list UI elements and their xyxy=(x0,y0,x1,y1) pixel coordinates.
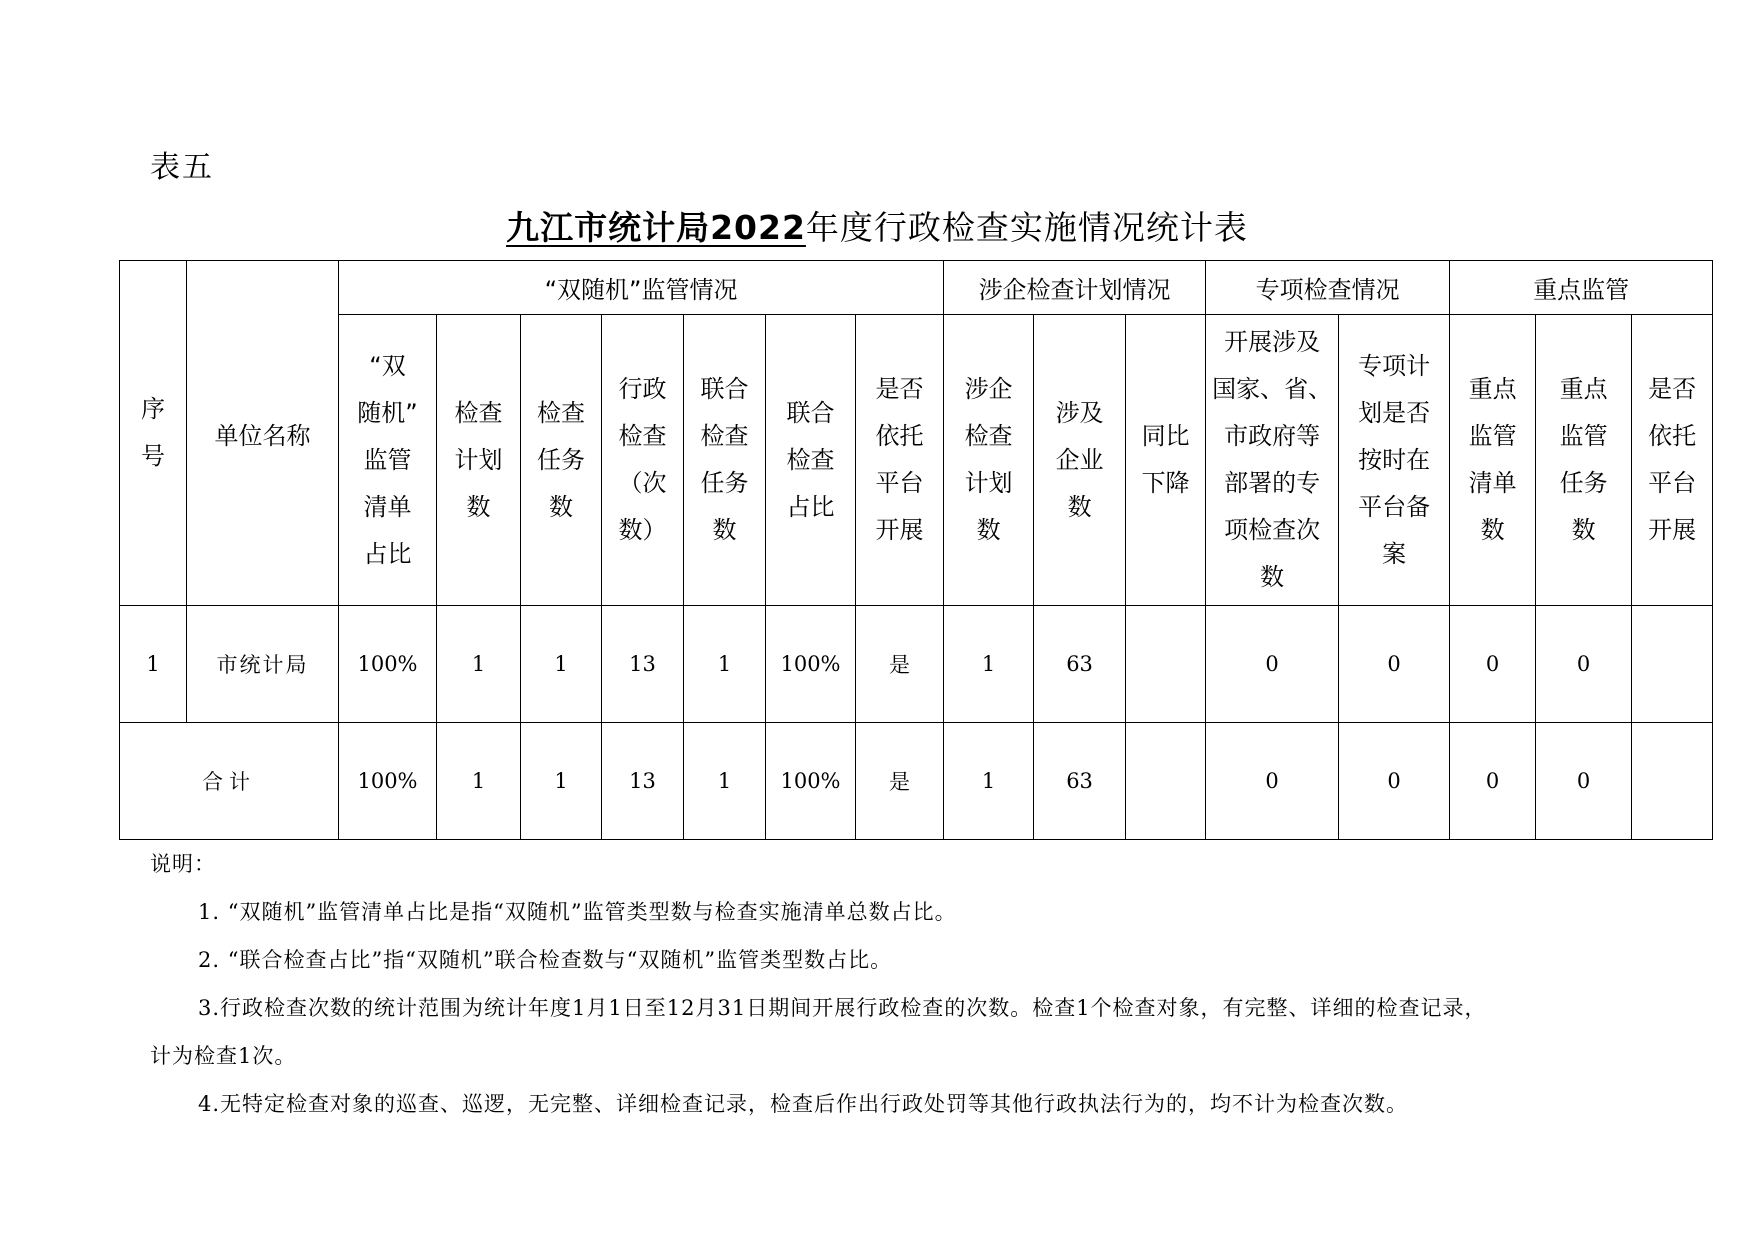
subheader-line: 数 xyxy=(1480,516,1505,544)
subheader-line: 任务 xyxy=(537,445,585,474)
cell-value: 是 xyxy=(856,606,944,723)
subheader-12 xyxy=(1450,315,1536,606)
subheader-line: 开展涉及 xyxy=(1224,328,1321,356)
total-value: 1 xyxy=(437,723,521,840)
subheader-line: 开展 xyxy=(1648,516,1697,544)
subheader-line: 同比 xyxy=(1141,422,1190,450)
subheader-line: 检查 xyxy=(618,422,667,450)
subheader-line: 数 xyxy=(1260,563,1285,591)
subheader-line: 专项计 xyxy=(1358,351,1431,380)
cell-value: 0 xyxy=(1450,606,1536,723)
subheader-13 xyxy=(1536,315,1632,606)
subheader-2 xyxy=(521,315,602,606)
header-unit-label: 单位名称 xyxy=(214,421,311,450)
subheader-line: 企业 xyxy=(1055,445,1104,474)
cell-value: 1 xyxy=(521,606,602,723)
subheader-14 xyxy=(1632,315,1713,606)
total-value: 63 xyxy=(1034,723,1126,840)
total-value: 100% xyxy=(339,723,437,840)
group-special-inspection: 专项检查情况 xyxy=(1206,261,1450,315)
subheader-line: 占比 xyxy=(363,539,412,568)
total-value: 1 xyxy=(684,723,766,840)
subheader-line: 平台 xyxy=(1648,469,1697,497)
subheader-line: 是否 xyxy=(1648,375,1697,403)
subheader-9 xyxy=(1126,315,1206,606)
subheader-line: 数 xyxy=(1067,492,1092,521)
subheader-line: 检查 xyxy=(964,422,1013,450)
subheader-4 xyxy=(684,315,766,606)
subheader-5 xyxy=(766,315,856,606)
subheader-line: 是否 xyxy=(875,375,924,403)
header-row-subcolumns xyxy=(120,315,1713,606)
subheader-line: 计划 xyxy=(454,445,503,474)
subheader-line: 检查 xyxy=(537,398,585,427)
subheader-line: 案 xyxy=(1382,539,1407,568)
subheader-line: 部署的专 xyxy=(1224,469,1321,497)
total-value: 1 xyxy=(944,723,1034,840)
subheader-line: 划是否 xyxy=(1358,398,1431,427)
subheader-line: 清单 xyxy=(363,492,412,521)
total-value: 0 xyxy=(1206,723,1339,840)
note-item: 2. “联合检查占比”指“双随机”联合检查数与“双随机”监管类型数占比。 xyxy=(198,948,893,972)
cell-value xyxy=(1632,606,1713,723)
subheader-line: 检查 xyxy=(700,422,749,450)
title-rest: 年度行政检查实施情况统计表 xyxy=(805,208,1248,247)
notes-heading: 说明： xyxy=(150,852,216,876)
cell-value: 0 xyxy=(1206,606,1339,723)
subheader-line: 检查 xyxy=(454,398,503,427)
total-value: 1 xyxy=(521,723,602,840)
subheader-line: 涉及 xyxy=(1055,398,1104,427)
subheader-8 xyxy=(1034,315,1126,606)
total-value: 0 xyxy=(1450,723,1536,840)
subheader-10 xyxy=(1206,315,1339,606)
cell-value: 1 xyxy=(944,606,1034,723)
subheader-line: 重点 xyxy=(1559,375,1608,403)
cell-value: 0 xyxy=(1339,606,1450,723)
cell-value: 1 xyxy=(437,606,521,723)
subheader-line: 重点 xyxy=(1468,375,1517,403)
cell-value: 100% xyxy=(766,606,856,723)
subheader-line: “双 xyxy=(369,351,406,380)
note-item: 3.行政检查次数的统计范围为统计年度1月1日至12月31日期间开展行政检查的次数。检查1个检查对象，有完整、详细的检查记录， xyxy=(198,996,1487,1020)
subheader-line: 清单 xyxy=(1468,469,1517,497)
subheader-line: 联合 xyxy=(786,398,835,427)
table-row xyxy=(120,606,1713,723)
cell-value: 1 xyxy=(684,606,766,723)
cell-value: 0 xyxy=(1536,606,1632,723)
note-item: 1. “双随机”监管清单占比是指“双随机”监管类型数与检查实施清单总数占比。 xyxy=(198,900,957,924)
subheader-line: 涉企 xyxy=(964,375,1013,403)
group-enterprise-plan: 涉企检查计划情况 xyxy=(944,261,1206,315)
total-value: 0 xyxy=(1339,723,1450,840)
subheader-line: 计划 xyxy=(964,469,1013,497)
header-seq xyxy=(120,261,187,606)
total-label: 合计 xyxy=(120,723,339,840)
table-label: 表五 xyxy=(150,150,214,185)
subheader-3 xyxy=(602,315,684,606)
subheader-line: 项检查次 xyxy=(1224,516,1321,544)
subheader-line: 平台备 xyxy=(1358,492,1431,521)
subheader-line: 监管 xyxy=(1468,422,1517,450)
subheader-line: 市政府等 xyxy=(1224,422,1321,450)
subheader-line: 联合 xyxy=(700,375,749,403)
group-key-supervision: 重点监管 xyxy=(1450,261,1713,315)
subheader-line: 监管 xyxy=(1559,422,1608,450)
subheader-line: 行政 xyxy=(618,375,667,403)
cell-unit: 市统计局 xyxy=(187,606,339,723)
total-value xyxy=(1632,723,1713,840)
header-seq-label: 序号 xyxy=(140,395,165,470)
subheader-line: 依托 xyxy=(875,422,924,450)
subheader-line: 占比 xyxy=(786,492,835,521)
subheader-line: 依托 xyxy=(1648,422,1697,450)
total-value: 100% xyxy=(766,723,856,840)
subheader-line: 开展 xyxy=(875,516,924,544)
subheader-line: 任务 xyxy=(1559,469,1608,497)
notes xyxy=(150,840,1630,1128)
cell-value xyxy=(1126,606,1206,723)
note-item-continued: 计为检查1次。 xyxy=(150,1044,297,1068)
subheader-line: 数 xyxy=(549,492,573,521)
statistics-table xyxy=(119,260,1713,840)
total-value: 13 xyxy=(602,723,684,840)
subheader-7 xyxy=(944,315,1034,606)
header-row-groups xyxy=(120,261,1713,315)
total-value: 是 xyxy=(856,723,944,840)
subheader-line: 监管 xyxy=(363,445,412,474)
subheader-line: 国家、省、 xyxy=(1212,375,1333,403)
total-row xyxy=(120,723,1713,840)
header-unit xyxy=(187,261,339,606)
cell-value: 63 xyxy=(1034,606,1126,723)
total-value xyxy=(1126,723,1206,840)
subheader-line: 平台 xyxy=(875,469,924,497)
subheader-11 xyxy=(1339,315,1450,606)
cell-seq: 1 xyxy=(120,606,187,723)
total-value: 0 xyxy=(1536,723,1632,840)
subheader-line: 检查 xyxy=(786,445,835,474)
subheader-line: 数 xyxy=(712,516,737,544)
page-title xyxy=(0,202,1754,249)
subheader-line: 数 xyxy=(976,516,1001,544)
subheader-6 xyxy=(856,315,944,606)
note-item: 4.无特定检查对象的巡查、巡逻，无完整、详细检查记录，检查后作出行政处罚等其他行政执法行为的，均不计为检查次数。 xyxy=(198,1092,1409,1116)
subheader-0 xyxy=(339,315,437,606)
subheader-line: 数） xyxy=(618,516,667,544)
subheader-line: 随机” xyxy=(357,398,418,427)
cell-value: 100% xyxy=(339,606,437,723)
subheader-1 xyxy=(437,315,521,606)
subheader-line: 下降 xyxy=(1141,469,1190,497)
group-double-random: “双随机”监管情况 xyxy=(339,261,944,315)
subheader-line: 按时在 xyxy=(1358,445,1431,474)
subheader-line: 数 xyxy=(466,492,491,521)
subheader-line: 任务 xyxy=(700,469,749,497)
title-lead: 九江市统计局2022 xyxy=(506,208,806,247)
subheader-line: 数 xyxy=(1571,516,1596,544)
subheader-line: （次 xyxy=(618,469,667,497)
cell-value: 13 xyxy=(602,606,684,723)
